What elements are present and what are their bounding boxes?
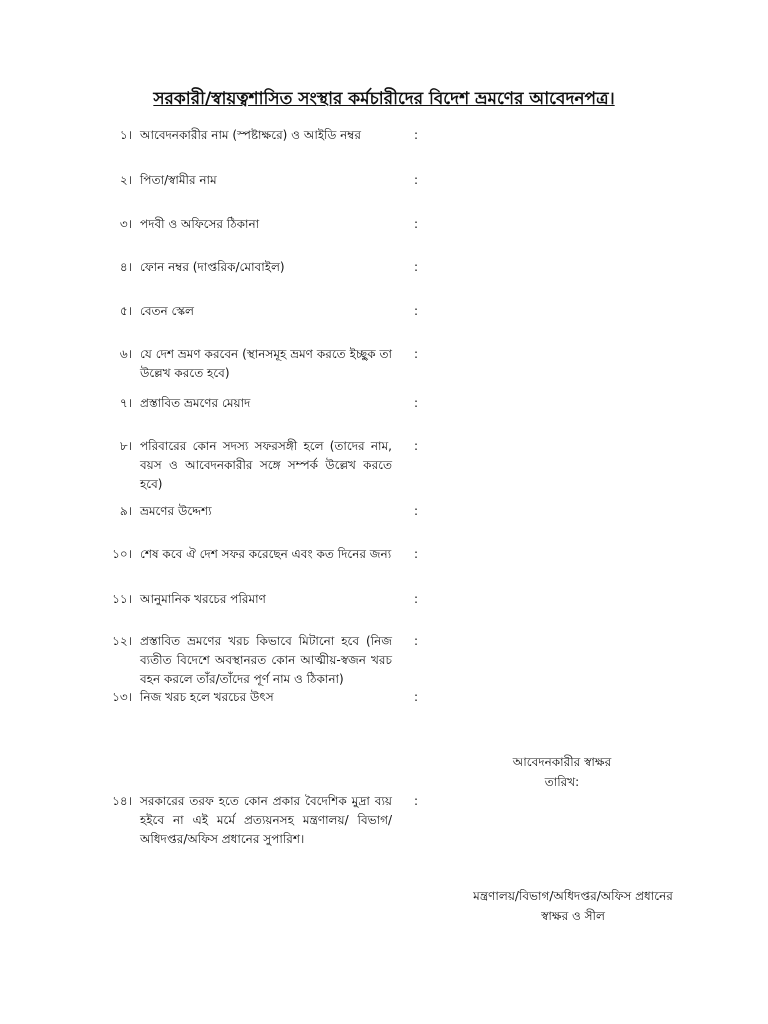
item-colon: : (414, 217, 419, 231)
item-label: ভ্রমণের উদ্দেশ্য (140, 504, 212, 518)
item-colon: : (414, 128, 419, 142)
item-label: পিতা/স্বামীর নাম (140, 173, 217, 187)
item-label: প্রস্তাবিত ভ্রমণের মেয়াদ (140, 396, 251, 410)
item-colon: : (414, 634, 419, 648)
item-number: ৯। (119, 504, 132, 518)
signature-and-seal-label: স্বাক্ষর ও সীল (541, 909, 605, 923)
item-colon: : (414, 592, 419, 606)
office-head-title: মন্ত্রণালয়/বিভাগ/অধিদপ্তর/অফিস প্রধানের (473, 889, 673, 903)
item-number: ১। (119, 128, 132, 142)
item-colon: : (414, 504, 419, 518)
item-number: ৬। (119, 347, 132, 361)
date-label: তারিখ: (544, 775, 580, 789)
item-label: আবেদনকারীর নাম (স্পষ্টাক্ষরে) ও আইডি নম্বর (140, 128, 361, 142)
item-number: ১০। (112, 547, 132, 561)
item-number: ৩। (119, 217, 132, 231)
item-colon: : (414, 439, 419, 453)
item-colon: : (414, 396, 419, 410)
item-number: ১১। (112, 592, 132, 606)
page-title-text: সরকারী/স্বায়ত্বশাসিত সংস্থার কর্মচারীদের বিদেশ ভ্রমণের আবেদনপত্র। (153, 89, 615, 109)
item-number: ৭। (119, 396, 132, 410)
page-title (0, 86, 768, 114)
item-number: ৫। (119, 304, 132, 318)
item-label: পরিবারের কোন সদস্য সফরসঙ্গী হলে (তাদের নাম, বয়স ও আবেদনকারীর সঙ্গে সম্পর্ক উল্লেখ করতে হবে) (140, 439, 392, 491)
item-colon: : (414, 547, 419, 561)
item-colon: : (414, 304, 419, 318)
item-number: ৪। (119, 260, 132, 274)
item-colon: : (414, 347, 419, 361)
item-label: নিজ খরচ হলে খরচের উৎস (140, 690, 274, 704)
item-label: সরকারের তরফ হতে কোন প্রকার বৈদেশিক মুদ্রা ব্যয় হইবে না এই মর্মে প্রত্যয়নসহ মন্ত্রণালয়/ বিভাগ/অধিদপ্তর/অফিস প্রধানের সুপারিশ। (140, 794, 392, 846)
item-number: ১৪। (112, 794, 132, 808)
applicant-signature-label: আবেদনকারীর স্বাক্ষর (512, 755, 612, 769)
item-colon: : (414, 690, 419, 704)
item-label: প্রস্তাবিত ভ্রমণের খরচ কিভাবে মিটানো হবে (নিজ ব্যতীত বিদেশে অবস্থানরত কোন আত্মীয়-স্বজন খরচ বহন করলে তাঁর/তাঁদের পূর্ণ নাম ও ঠিকানা) (140, 634, 392, 686)
item-number: ৮। (119, 439, 132, 453)
item-label: ফোন নম্বর (দাপ্তরিক/মোবাইল) (140, 260, 285, 274)
item-label: বেতন স্কেল (140, 304, 194, 318)
item-number: ১২। (112, 634, 132, 648)
item-number: ১৩। (112, 690, 132, 704)
item-label: আনুমানিক খরচের পরিমাণ (140, 592, 266, 606)
item-colon: : (414, 794, 419, 808)
applicant-signature-block (492, 752, 632, 792)
item-colon: : (414, 260, 419, 274)
item-label: যে দেশ ভ্রমণ করবেন (স্থানসমূহ ভ্রমণ করতে ইচ্ছুক তা উল্লেখ করতে হবে) (140, 347, 392, 380)
item-colon: : (414, 173, 419, 187)
item-label: পদবী ও অফিসের ঠিকানা (140, 217, 260, 231)
office-head-signature-block (438, 886, 708, 926)
item-label: শেষ কবে ঐ দেশ সফর করেছেন এবং কত দিনের জন্য (140, 547, 392, 561)
item-number: ২। (119, 173, 132, 187)
